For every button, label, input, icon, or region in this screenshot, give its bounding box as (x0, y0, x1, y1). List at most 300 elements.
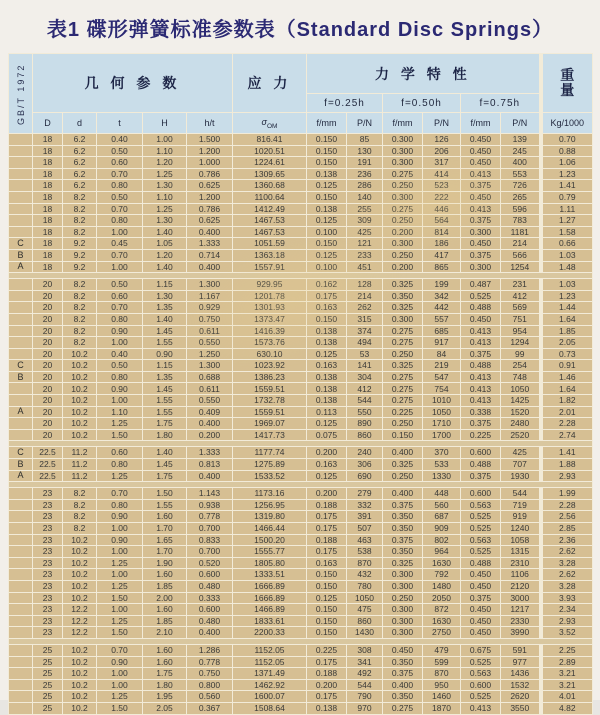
value-cell: 1177.74 (233, 447, 307, 459)
series-label-cell (9, 203, 33, 215)
value-cell: 0.600 (461, 447, 501, 459)
value-cell: 0.488 (461, 459, 501, 471)
value-cell: 0.138 (307, 203, 347, 215)
value-cell: 0.150 (307, 238, 347, 250)
value-cell: 0.175 (307, 523, 347, 535)
value-cell: 0.375 (461, 249, 501, 261)
value-cell: 18 (33, 249, 63, 261)
table-row (9, 191, 593, 203)
table-row (9, 337, 593, 349)
value-cell: 0.138 (307, 168, 347, 180)
value-cell: 1466.44 (233, 523, 307, 535)
value-cell: 2620 (501, 691, 541, 703)
table-row (9, 238, 593, 250)
series-label-cell (9, 325, 33, 337)
series-label-cell (9, 191, 33, 203)
value-cell: 1630 (423, 615, 461, 627)
value-cell: 12.2 (63, 615, 97, 627)
value-cell: 544 (501, 488, 541, 500)
col-ht: h/t (187, 113, 233, 134)
value-cell: 0.45 (97, 238, 143, 250)
value-cell: 332 (347, 499, 383, 511)
value-cell: 1.000 (187, 157, 233, 169)
value-cell: 0.88 (541, 145, 593, 157)
value-cell: 2.85 (541, 523, 593, 535)
value-cell: 1.40 (143, 313, 187, 325)
value-cell: 0.413 (461, 702, 501, 714)
table-row (9, 447, 593, 459)
value-cell: 262 (347, 302, 383, 314)
value-cell: 425 (347, 226, 383, 238)
value-cell: 523 (423, 180, 461, 192)
value-cell: 0.075 (307, 429, 347, 441)
value-cell: 1.03 (541, 249, 593, 261)
col-f025: f/mm (307, 113, 347, 134)
value-cell: 10.2 (63, 668, 97, 680)
table-row (9, 499, 593, 511)
value-cell: 707 (501, 459, 541, 471)
value-cell: 1467.53 (233, 215, 307, 227)
value-cell: 1.143 (187, 488, 233, 500)
value-cell: 970 (347, 702, 383, 714)
col-d: d (63, 113, 97, 134)
series-label-cell (9, 656, 33, 668)
value-cell: 0.375 (461, 180, 501, 192)
value-cell: 0.300 (383, 238, 423, 250)
value-cell: 0.450 (383, 644, 423, 656)
table-row (9, 325, 593, 337)
value-cell: 10.2 (63, 656, 97, 668)
value-cell: 0.275 (383, 383, 423, 395)
value-cell: 0.375 (461, 215, 501, 227)
value-cell: 1600.07 (233, 691, 307, 703)
value-cell: 3.52 (541, 627, 593, 639)
value-cell: 0.90 (97, 325, 143, 337)
table-row (9, 383, 593, 395)
series-label-cell (9, 523, 33, 535)
value-cell: 0.600 (461, 679, 501, 691)
value-cell: 0.413 (461, 337, 501, 349)
value-cell: 0.375 (383, 534, 423, 546)
value-cell: 1.00 (97, 546, 143, 558)
value-cell: 0.550 (187, 395, 233, 407)
value-cell: 2.25 (541, 644, 593, 656)
disc-spring-table (8, 53, 593, 715)
value-cell: 8.2 (63, 523, 97, 535)
value-cell: 0.91 (541, 360, 593, 372)
value-cell: 2120 (501, 580, 541, 592)
value-cell: 0.150 (307, 191, 347, 203)
value-cell: 0.188 (307, 534, 347, 546)
value-cell: 569 (501, 302, 541, 314)
table-row (9, 145, 593, 157)
value-cell: 0.350 (383, 523, 423, 535)
table-row (9, 429, 593, 441)
value-cell: 0.480 (187, 615, 233, 627)
table-row (9, 395, 593, 407)
value-cell: 0.225 (307, 644, 347, 656)
series-label-cell (9, 395, 33, 407)
value-cell: 1373.47 (233, 313, 307, 325)
series-label-cell (9, 644, 33, 656)
value-cell: 18 (33, 191, 63, 203)
table-row (9, 279, 593, 291)
value-cell: 0.409 (187, 406, 233, 418)
value-cell: 309 (347, 215, 383, 227)
value-cell: 0.60 (97, 157, 143, 169)
value-cell: 0.250 (383, 592, 423, 604)
value-cell: 0.400 (187, 226, 233, 238)
value-cell: 10.2 (63, 371, 97, 383)
value-cell: 1.45 (143, 383, 187, 395)
value-cell: 1051.59 (233, 238, 307, 250)
table-row (9, 569, 593, 581)
value-cell: 1.55 (143, 499, 187, 511)
value-cell: 1.300 (187, 360, 233, 372)
series-label-cell (9, 668, 33, 680)
series-label-cell (9, 691, 33, 703)
value-cell: 507 (347, 523, 383, 535)
value-cell: 10.2 (63, 360, 97, 372)
value-cell: 0.90 (97, 534, 143, 546)
value-cell: 2.74 (541, 429, 593, 441)
table-row (9, 656, 593, 668)
series-label-cell: B (9, 371, 33, 383)
value-cell: 0.560 (187, 691, 233, 703)
value-cell: 8.2 (63, 337, 97, 349)
col-D: D (33, 113, 63, 134)
value-cell: 1732.78 (233, 395, 307, 407)
value-cell: 0.150 (307, 604, 347, 616)
value-cell: 23 (33, 499, 63, 511)
col-H: H (143, 113, 187, 134)
value-cell: 23 (33, 592, 63, 604)
value-cell: 0.600 (187, 569, 233, 581)
value-cell: 265 (501, 191, 541, 203)
value-cell: 0.200 (187, 429, 233, 441)
table-body (9, 134, 593, 715)
value-cell: 0.400 (383, 447, 423, 459)
value-cell: 719 (501, 499, 541, 511)
value-cell: 8.2 (63, 191, 97, 203)
value-cell: 374 (347, 325, 383, 337)
value-cell: 0.700 (187, 546, 233, 558)
value-cell: 1.60 (143, 569, 187, 581)
value-cell: 0.50 (97, 191, 143, 203)
value-cell: 1412.49 (233, 203, 307, 215)
value-cell: 1275.89 (233, 459, 307, 471)
value-cell: 0.938 (187, 499, 233, 511)
value-cell: 0.450 (461, 604, 501, 616)
value-cell: 0.833 (187, 534, 233, 546)
value-cell: 0.563 (461, 668, 501, 680)
value-cell: 0.300 (383, 627, 423, 639)
value-cell: 1.30 (143, 215, 187, 227)
value-cell: 400 (501, 157, 541, 169)
value-cell: 0.300 (383, 157, 423, 169)
value-cell: 0.125 (307, 249, 347, 261)
table-row (9, 668, 593, 680)
value-cell: 199 (423, 279, 461, 291)
value-cell: 0.813 (187, 459, 233, 471)
value-cell: 0.40 (97, 134, 143, 146)
value-cell: 0.188 (307, 499, 347, 511)
value-cell: 412 (501, 290, 541, 302)
value-cell: 0.150 (307, 580, 347, 592)
value-cell: 8.2 (63, 226, 97, 238)
value-cell: 1152.05 (233, 656, 307, 668)
table-row (9, 627, 593, 639)
series-label-cell (9, 313, 33, 325)
value-cell: 1430 (347, 627, 383, 639)
value-cell: 1555.77 (233, 546, 307, 558)
value-cell: 20 (33, 279, 63, 291)
value-cell: 20 (33, 395, 63, 407)
value-cell: 11.2 (63, 459, 97, 471)
value-cell: 1969.07 (233, 418, 307, 430)
value-cell: 240 (347, 447, 383, 459)
value-cell: 10.2 (63, 395, 97, 407)
series-label-cell (9, 580, 33, 592)
value-cell: 0.175 (307, 656, 347, 668)
value-cell: 751 (501, 313, 541, 325)
value-cell: 10.2 (63, 418, 97, 430)
value-cell: 1.70 (143, 546, 187, 558)
table-row (9, 168, 593, 180)
value-cell: 1.25 (97, 580, 143, 592)
value-cell: 557 (423, 313, 461, 325)
value-cell: 0.488 (461, 360, 501, 372)
value-cell: 1532 (501, 679, 541, 691)
deflection-050-header: f=0.50h (383, 94, 461, 113)
value-cell: 0.225 (461, 429, 501, 441)
standard-code-cell (9, 54, 33, 134)
value-cell: 0.100 (307, 261, 347, 273)
value-cell: 0.338 (461, 406, 501, 418)
value-cell: 479 (423, 644, 461, 656)
value-cell: 1050 (423, 406, 461, 418)
value-cell: 0.413 (461, 203, 501, 215)
value-cell: 10.2 (63, 546, 97, 558)
value-cell: 1.10 (143, 191, 187, 203)
value-cell: 1.333 (187, 238, 233, 250)
value-cell: 236 (347, 168, 383, 180)
value-cell: 0.325 (383, 557, 423, 569)
value-cell: 8.2 (63, 203, 97, 215)
value-cell: 0.90 (97, 511, 143, 523)
value-cell: 0.80 (97, 313, 143, 325)
value-cell: 1.35 (143, 371, 187, 383)
value-cell: 23 (33, 557, 63, 569)
series-label-cell (9, 702, 33, 714)
spec-table-wrap (8, 53, 592, 715)
value-cell: 0.413 (461, 395, 501, 407)
value-cell: 432 (347, 569, 383, 581)
value-cell: 4.82 (541, 702, 593, 714)
value-cell: 20 (33, 429, 63, 441)
value-cell: 0.325 (383, 302, 423, 314)
value-cell: 630.10 (233, 348, 307, 360)
value-cell: 0.300 (383, 145, 423, 157)
table-row (9, 418, 593, 430)
value-cell: 553 (501, 168, 541, 180)
value-cell: 0.450 (461, 627, 501, 639)
value-cell: 0.350 (383, 656, 423, 668)
value-cell: 3.28 (541, 557, 593, 569)
value-cell: 0.450 (461, 191, 501, 203)
table-row (9, 406, 593, 418)
value-cell: 1.00 (97, 569, 143, 581)
value-cell: 0.700 (187, 523, 233, 535)
table-row (9, 360, 593, 372)
series-label-cell: C (9, 447, 33, 459)
value-cell: 0.175 (307, 511, 347, 523)
table-row (9, 348, 593, 360)
value-cell: 0.300 (461, 261, 501, 273)
value-cell: 2.10 (143, 627, 187, 639)
value-cell: 1.27 (541, 215, 593, 227)
value-cell: 1.00 (97, 679, 143, 691)
value-cell: 18 (33, 168, 63, 180)
value-cell: 128 (347, 279, 383, 291)
value-cell: 0.275 (383, 325, 423, 337)
value-cell: 1.46 (541, 371, 593, 383)
value-cell: 1.10 (97, 406, 143, 418)
value-cell: 10.2 (63, 569, 97, 581)
value-cell: 1.64 (541, 383, 593, 395)
value-cell: 0.450 (461, 134, 501, 146)
series-label-cell: A (9, 261, 33, 273)
value-cell: 1460 (423, 691, 461, 703)
value-cell: 0.487 (461, 279, 501, 291)
value-cell: 865 (423, 261, 461, 273)
value-cell: 0.400 (383, 679, 423, 691)
value-cell: 0.550 (187, 337, 233, 349)
value-cell: 0.350 (383, 511, 423, 523)
table-row (9, 313, 593, 325)
value-cell: 0.275 (383, 702, 423, 714)
value-cell: 0.125 (307, 180, 347, 192)
deflection-025-header: f=0.25h (307, 94, 383, 113)
value-cell: 0.450 (461, 580, 501, 592)
value-cell: 890 (347, 418, 383, 430)
table-row (9, 534, 593, 546)
value-cell: 964 (423, 546, 461, 558)
value-cell: 4.01 (541, 691, 593, 703)
value-cell: 0.200 (383, 261, 423, 273)
value-cell: 126 (423, 134, 461, 146)
value-cell: 206 (423, 145, 461, 157)
value-cell: 0.325 (383, 459, 423, 471)
value-cell: 1.25 (97, 615, 143, 627)
value-cell: 8.2 (63, 290, 97, 302)
value-cell: 10.2 (63, 348, 97, 360)
value-cell: 0.70 (97, 249, 143, 261)
value-cell: 0.79 (541, 191, 593, 203)
value-cell: 870 (423, 668, 461, 680)
value-cell: 0.138 (307, 395, 347, 407)
series-label-cell (9, 499, 33, 511)
value-cell: 1.55 (143, 406, 187, 418)
value-cell: 1.10 (143, 145, 187, 157)
value-cell: 1710 (423, 418, 461, 430)
value-cell: 3990 (501, 627, 541, 639)
value-cell: 8.2 (63, 302, 97, 314)
value-cell: 0.188 (307, 668, 347, 680)
value-cell: 0.70 (97, 644, 143, 656)
value-cell: 8.2 (63, 325, 97, 337)
value-cell: 0.688 (187, 371, 233, 383)
value-cell: 2.93 (541, 615, 593, 627)
value-cell: 10.2 (63, 691, 97, 703)
value-cell: 0.375 (383, 499, 423, 511)
value-cell: 0.162 (307, 279, 347, 291)
value-cell: 20 (33, 348, 63, 360)
value-cell: 0.250 (383, 215, 423, 227)
value-cell: 1425 (501, 395, 541, 407)
value-cell: 1058 (501, 534, 541, 546)
value-cell: 1.200 (187, 191, 233, 203)
value-cell: 0.563 (461, 534, 501, 546)
value-cell: 0.625 (187, 180, 233, 192)
series-label-cell (9, 557, 33, 569)
value-cell: 1106 (501, 569, 541, 581)
value-cell: 0.525 (461, 546, 501, 558)
table-row (9, 592, 593, 604)
value-cell: 0.413 (461, 371, 501, 383)
value-cell: 1417.73 (233, 429, 307, 441)
value-cell: 23 (33, 523, 63, 535)
value-cell: 977 (501, 656, 541, 668)
value-cell: 3.28 (541, 580, 593, 592)
value-cell: 0.60 (97, 447, 143, 459)
value-cell: 1240 (501, 523, 541, 535)
value-cell: 23 (33, 580, 63, 592)
value-cell: 0.275 (383, 371, 423, 383)
series-label-cell (9, 429, 33, 441)
value-cell: 0.138 (307, 325, 347, 337)
value-cell: 0.250 (383, 180, 423, 192)
value-cell: 0.80 (97, 459, 143, 471)
value-cell: 1181 (501, 226, 541, 238)
value-cell: 0.150 (307, 627, 347, 639)
value-cell: 1.00 (143, 134, 187, 146)
series-label-cell: A (9, 470, 33, 482)
value-cell: 10.2 (63, 557, 97, 569)
value-cell: 23 (33, 488, 63, 500)
value-cell: 414 (423, 168, 461, 180)
value-cell: 1.41 (541, 180, 593, 192)
table-header (9, 54, 593, 134)
value-cell: 18 (33, 203, 63, 215)
value-cell: 1.41 (541, 447, 593, 459)
value-cell: 687 (423, 511, 461, 523)
series-label-cell: B (9, 459, 33, 471)
table-row (9, 615, 593, 627)
value-cell: 0.675 (461, 644, 501, 656)
value-cell: 448 (423, 488, 461, 500)
value-cell: 1.50 (143, 488, 187, 500)
geometry-group-header: 几 何 参 数 (33, 54, 233, 113)
value-cell: 1.00 (97, 523, 143, 535)
value-cell: 748 (501, 371, 541, 383)
value-cell: 2.00 (143, 592, 187, 604)
value-cell: 1.500 (187, 134, 233, 146)
value-cell: 1573.76 (233, 337, 307, 349)
value-cell: 140 (347, 191, 383, 203)
value-cell: 547 (423, 371, 461, 383)
series-label-cell (9, 511, 33, 523)
